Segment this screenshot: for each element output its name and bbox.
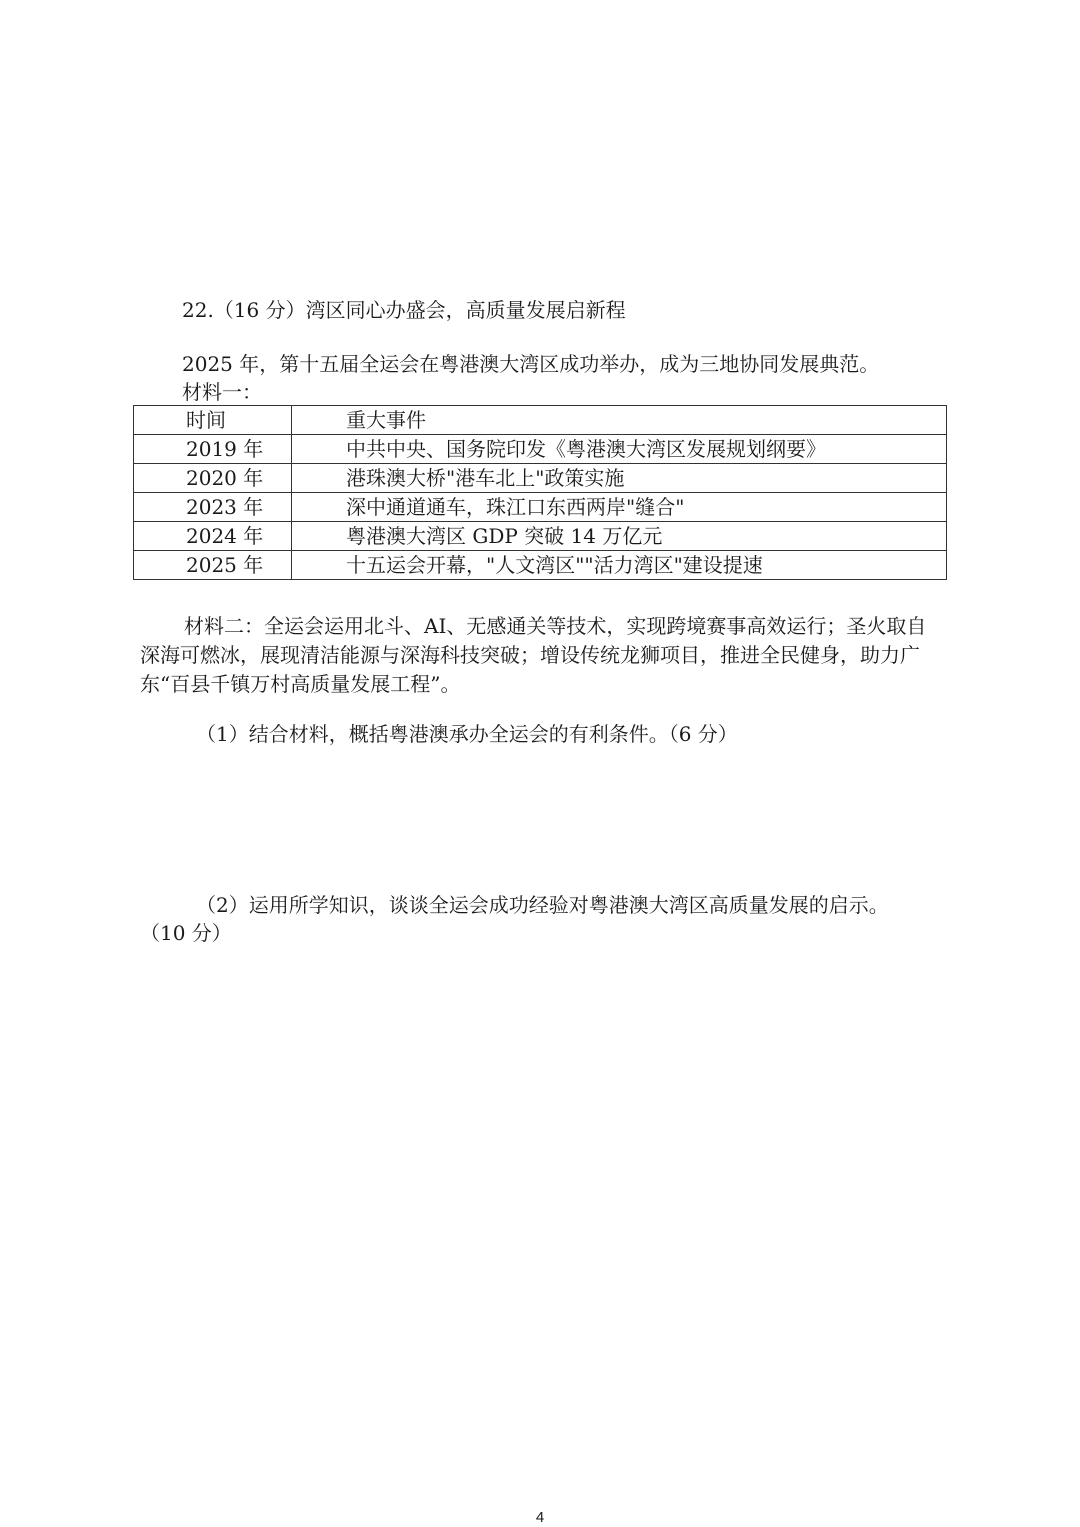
table-row	[134, 464, 947, 493]
row-event: 港珠澳大桥"港车北上"政策实施	[292, 464, 947, 493]
sub-question-1: （1）结合材料，概括粤港澳承办全运会的有利条件。（6 分）	[196, 722, 738, 746]
header-time: 时间	[134, 406, 292, 435]
table-row	[134, 551, 947, 580]
row-event: 十五运会开幕，"人文湾区""活力湾区"建设提速	[292, 551, 947, 580]
row-year: 2020 年	[134, 464, 292, 493]
page-number: 4	[535, 1509, 545, 1526]
material2-text: 材料二：全运会运用北斗、AI、无感通关等技术，实现跨境赛事高效运行；圣火取自深海可燃冰，展现清洁能源与深海科技突破；增设传统龙狮项目，推进全民健身，助力广东“百县千镇万村高质量发展工程”。	[140, 614, 927, 696]
table-row	[134, 493, 947, 522]
material1-label: 材料一：	[182, 380, 262, 404]
row-year: 2024 年	[134, 522, 292, 551]
question-title: 22.（16 分）湾区同心办盛会，高质量发展启新程	[182, 298, 626, 322]
events-table	[133, 405, 947, 580]
table-header-row	[134, 406, 947, 435]
row-event: 粤港澳大湾区 GDP 突破 14 万亿元	[292, 522, 947, 551]
intro-text: 2025 年，第十五届全运会在粤港澳大湾区成功举办，成为三地协同发展典范。	[182, 352, 880, 376]
table-row	[134, 522, 947, 551]
row-event: 深中通道通车，珠江口东西两岸"缝合"	[292, 493, 947, 522]
row-event: 中共中央、国务院印发《粤港澳大湾区发展规划纲要》	[292, 435, 947, 464]
sub-question-2: （2）运用所学知识，谈谈全运会成功经验对粤港澳大湾区高质量发展的启示。	[196, 893, 889, 917]
sub-question-2-score: （10 分）	[140, 921, 232, 945]
header-event: 重大事件	[292, 406, 947, 435]
row-year: 2025 年	[134, 551, 292, 580]
table-row	[134, 435, 947, 464]
row-year: 2019 年	[134, 435, 292, 464]
row-year: 2023 年	[134, 493, 292, 522]
